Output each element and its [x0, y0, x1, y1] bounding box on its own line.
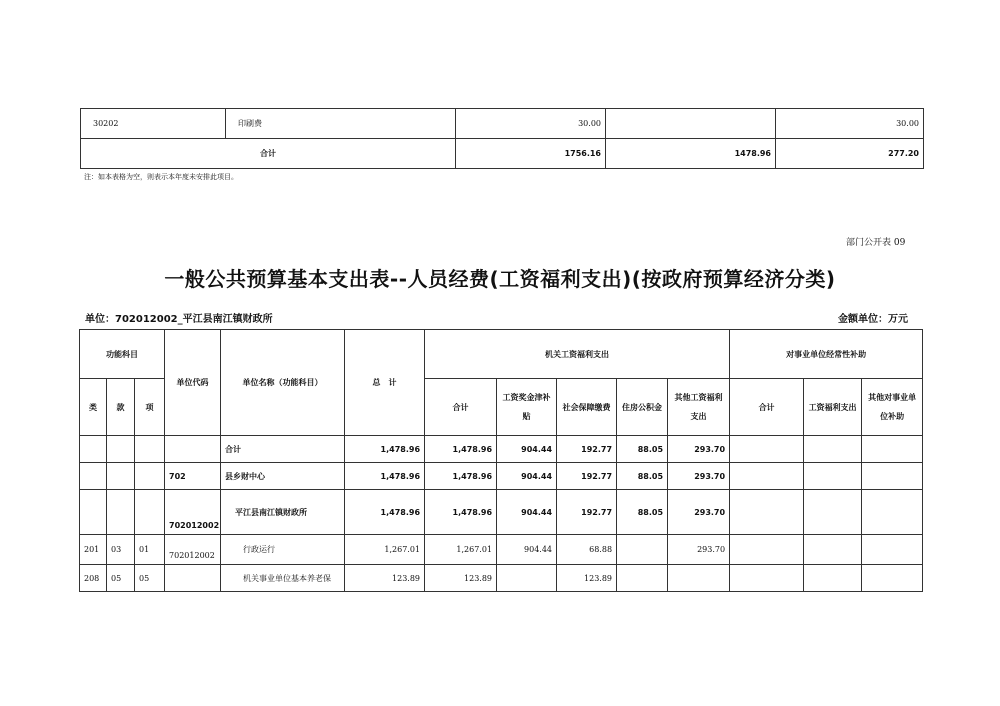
header-other-subsidy: 其他对事业单位补助	[862, 379, 923, 436]
cell-subsidy-total	[730, 535, 804, 565]
cell-salary: 904.44	[497, 436, 557, 463]
header-welfare: 工资福利支出	[804, 379, 862, 436]
cell-subsidy-welfare	[804, 463, 862, 490]
cell-lei	[80, 490, 107, 535]
cell-lei	[80, 463, 107, 490]
cell-agency-total: 123.89	[425, 565, 497, 592]
header-lei: 类	[80, 379, 107, 436]
header-total: 总 计	[345, 330, 425, 436]
form-code: 部门公开表 09	[846, 238, 906, 248]
cell-code	[165, 436, 221, 463]
table-row	[80, 565, 923, 592]
header-unit-code: 单位代码	[165, 330, 221, 436]
cell-agency-total: 1,478.96	[425, 490, 497, 535]
cell-subsidy-total	[730, 463, 804, 490]
cell-name: 县乡财中心	[221, 463, 345, 490]
cell-social: 123.89	[557, 565, 617, 592]
amount-unit-label: 金额单位：万元	[838, 314, 908, 325]
item-code: 30202	[81, 109, 226, 139]
cell-salary: 904.44	[497, 463, 557, 490]
header-agency-group: 机关工资福利支出	[425, 330, 730, 379]
cell-lei: 208	[80, 565, 107, 592]
table-row	[80, 490, 923, 535]
header-housing: 住房公积金	[617, 379, 668, 436]
header-kuan: 款	[107, 379, 135, 436]
total-row	[81, 139, 924, 169]
cell-subsidy-other	[862, 490, 923, 535]
page-title: 一般公共预算基本支出表--人员经费(工资福利支出)(按政府预算经济分类)	[164, 267, 836, 291]
table-row	[81, 109, 924, 139]
cell-housing	[617, 565, 668, 592]
total-v1: 1756.16	[456, 139, 606, 169]
cell-subsidy-welfare	[804, 490, 862, 535]
item-personnel	[606, 109, 776, 139]
cell-xiang	[135, 490, 165, 535]
cell-subsidy-welfare	[804, 436, 862, 463]
cell-kuan: 05	[107, 565, 135, 592]
header-row-1	[80, 330, 923, 379]
table-row	[80, 535, 923, 565]
cell-agency-total: 1,478.96	[425, 463, 497, 490]
cell-xiang	[135, 463, 165, 490]
cell-housing: 88.05	[617, 490, 668, 535]
cell-other: 293.70	[668, 535, 730, 565]
header-xiang: 项	[135, 379, 165, 436]
header-subsidy-total: 合计	[730, 379, 804, 436]
cell-subsidy-other	[862, 463, 923, 490]
top-expense-table	[80, 108, 924, 169]
item-public: 30.00	[776, 109, 924, 139]
header-subsidy-group: 对事业单位经常性补助	[730, 330, 923, 379]
cell-total: 1,478.96	[345, 490, 425, 535]
cell-housing	[617, 535, 668, 565]
cell-kuan	[107, 490, 135, 535]
cell-code: 702012002	[165, 535, 221, 565]
cell-subsidy-other	[862, 565, 923, 592]
cell-kuan: 03	[107, 535, 135, 565]
cell-name: 机关事业单位基本养老保	[221, 565, 345, 592]
total-v2: 1478.96	[606, 139, 776, 169]
item-total: 30.00	[456, 109, 606, 139]
cell-total: 123.89	[345, 565, 425, 592]
cell-subsidy-total	[730, 565, 804, 592]
cell-salary	[497, 565, 557, 592]
cell-social: 192.77	[557, 436, 617, 463]
cell-lei: 201	[80, 535, 107, 565]
cell-salary: 904.44	[497, 535, 557, 565]
cell-housing: 88.05	[617, 463, 668, 490]
cell-social: 68.88	[557, 535, 617, 565]
cell-other: 293.70	[668, 436, 730, 463]
cell-lei	[80, 436, 107, 463]
cell-housing: 88.05	[617, 436, 668, 463]
unit-label: 单位：702012002_平江县南江镇财政所	[85, 314, 273, 325]
cell-social: 192.77	[557, 463, 617, 490]
header-other-welfare: 其他工资福利支出	[668, 379, 730, 436]
cell-name: 行政运行	[221, 535, 345, 565]
cell-subsidy-other	[862, 436, 923, 463]
cell-name: 合计	[221, 436, 345, 463]
total-label: 合计	[81, 139, 456, 169]
cell-code: 702012002	[165, 490, 221, 535]
cell-agency-total: 1,267.01	[425, 535, 497, 565]
cell-salary: 904.44	[497, 490, 557, 535]
cell-subsidy-welfare	[804, 565, 862, 592]
personnel-expense-table	[79, 329, 923, 592]
cell-total: 1,478.96	[345, 436, 425, 463]
header-unit-name: 单位名称（功能科目）	[221, 330, 345, 436]
cell-subsidy-total	[730, 436, 804, 463]
cell-subsidy-other	[862, 535, 923, 565]
cell-other: 293.70	[668, 463, 730, 490]
cell-code	[165, 565, 221, 592]
cell-social: 192.77	[557, 490, 617, 535]
cell-total: 1,267.01	[345, 535, 425, 565]
cell-other	[668, 565, 730, 592]
item-name: 印刷费	[226, 109, 456, 139]
cell-kuan	[107, 436, 135, 463]
cell-other: 293.70	[668, 490, 730, 535]
cell-kuan	[107, 463, 135, 490]
cell-total: 1,478.96	[345, 463, 425, 490]
cell-xiang: 01	[135, 535, 165, 565]
cell-xiang: 05	[135, 565, 165, 592]
total-v3: 277.20	[776, 139, 924, 169]
header-agency-total: 合计	[425, 379, 497, 436]
table-row	[80, 436, 923, 463]
cell-xiang	[135, 436, 165, 463]
cell-agency-total: 1,478.96	[425, 436, 497, 463]
header-salary: 工资奖金津补贴	[497, 379, 557, 436]
table-row	[80, 463, 923, 490]
cell-subsidy-total	[730, 490, 804, 535]
cell-code: 702	[165, 463, 221, 490]
table-note: 注：如本表格为空，则表示本年度未安排此项目。	[84, 173, 238, 181]
header-func-subject: 功能科目	[80, 330, 165, 379]
header-social: 社会保障缴费	[557, 379, 617, 436]
cell-subsidy-welfare	[804, 535, 862, 565]
cell-name: 平江县南江镇财政所	[221, 490, 345, 535]
